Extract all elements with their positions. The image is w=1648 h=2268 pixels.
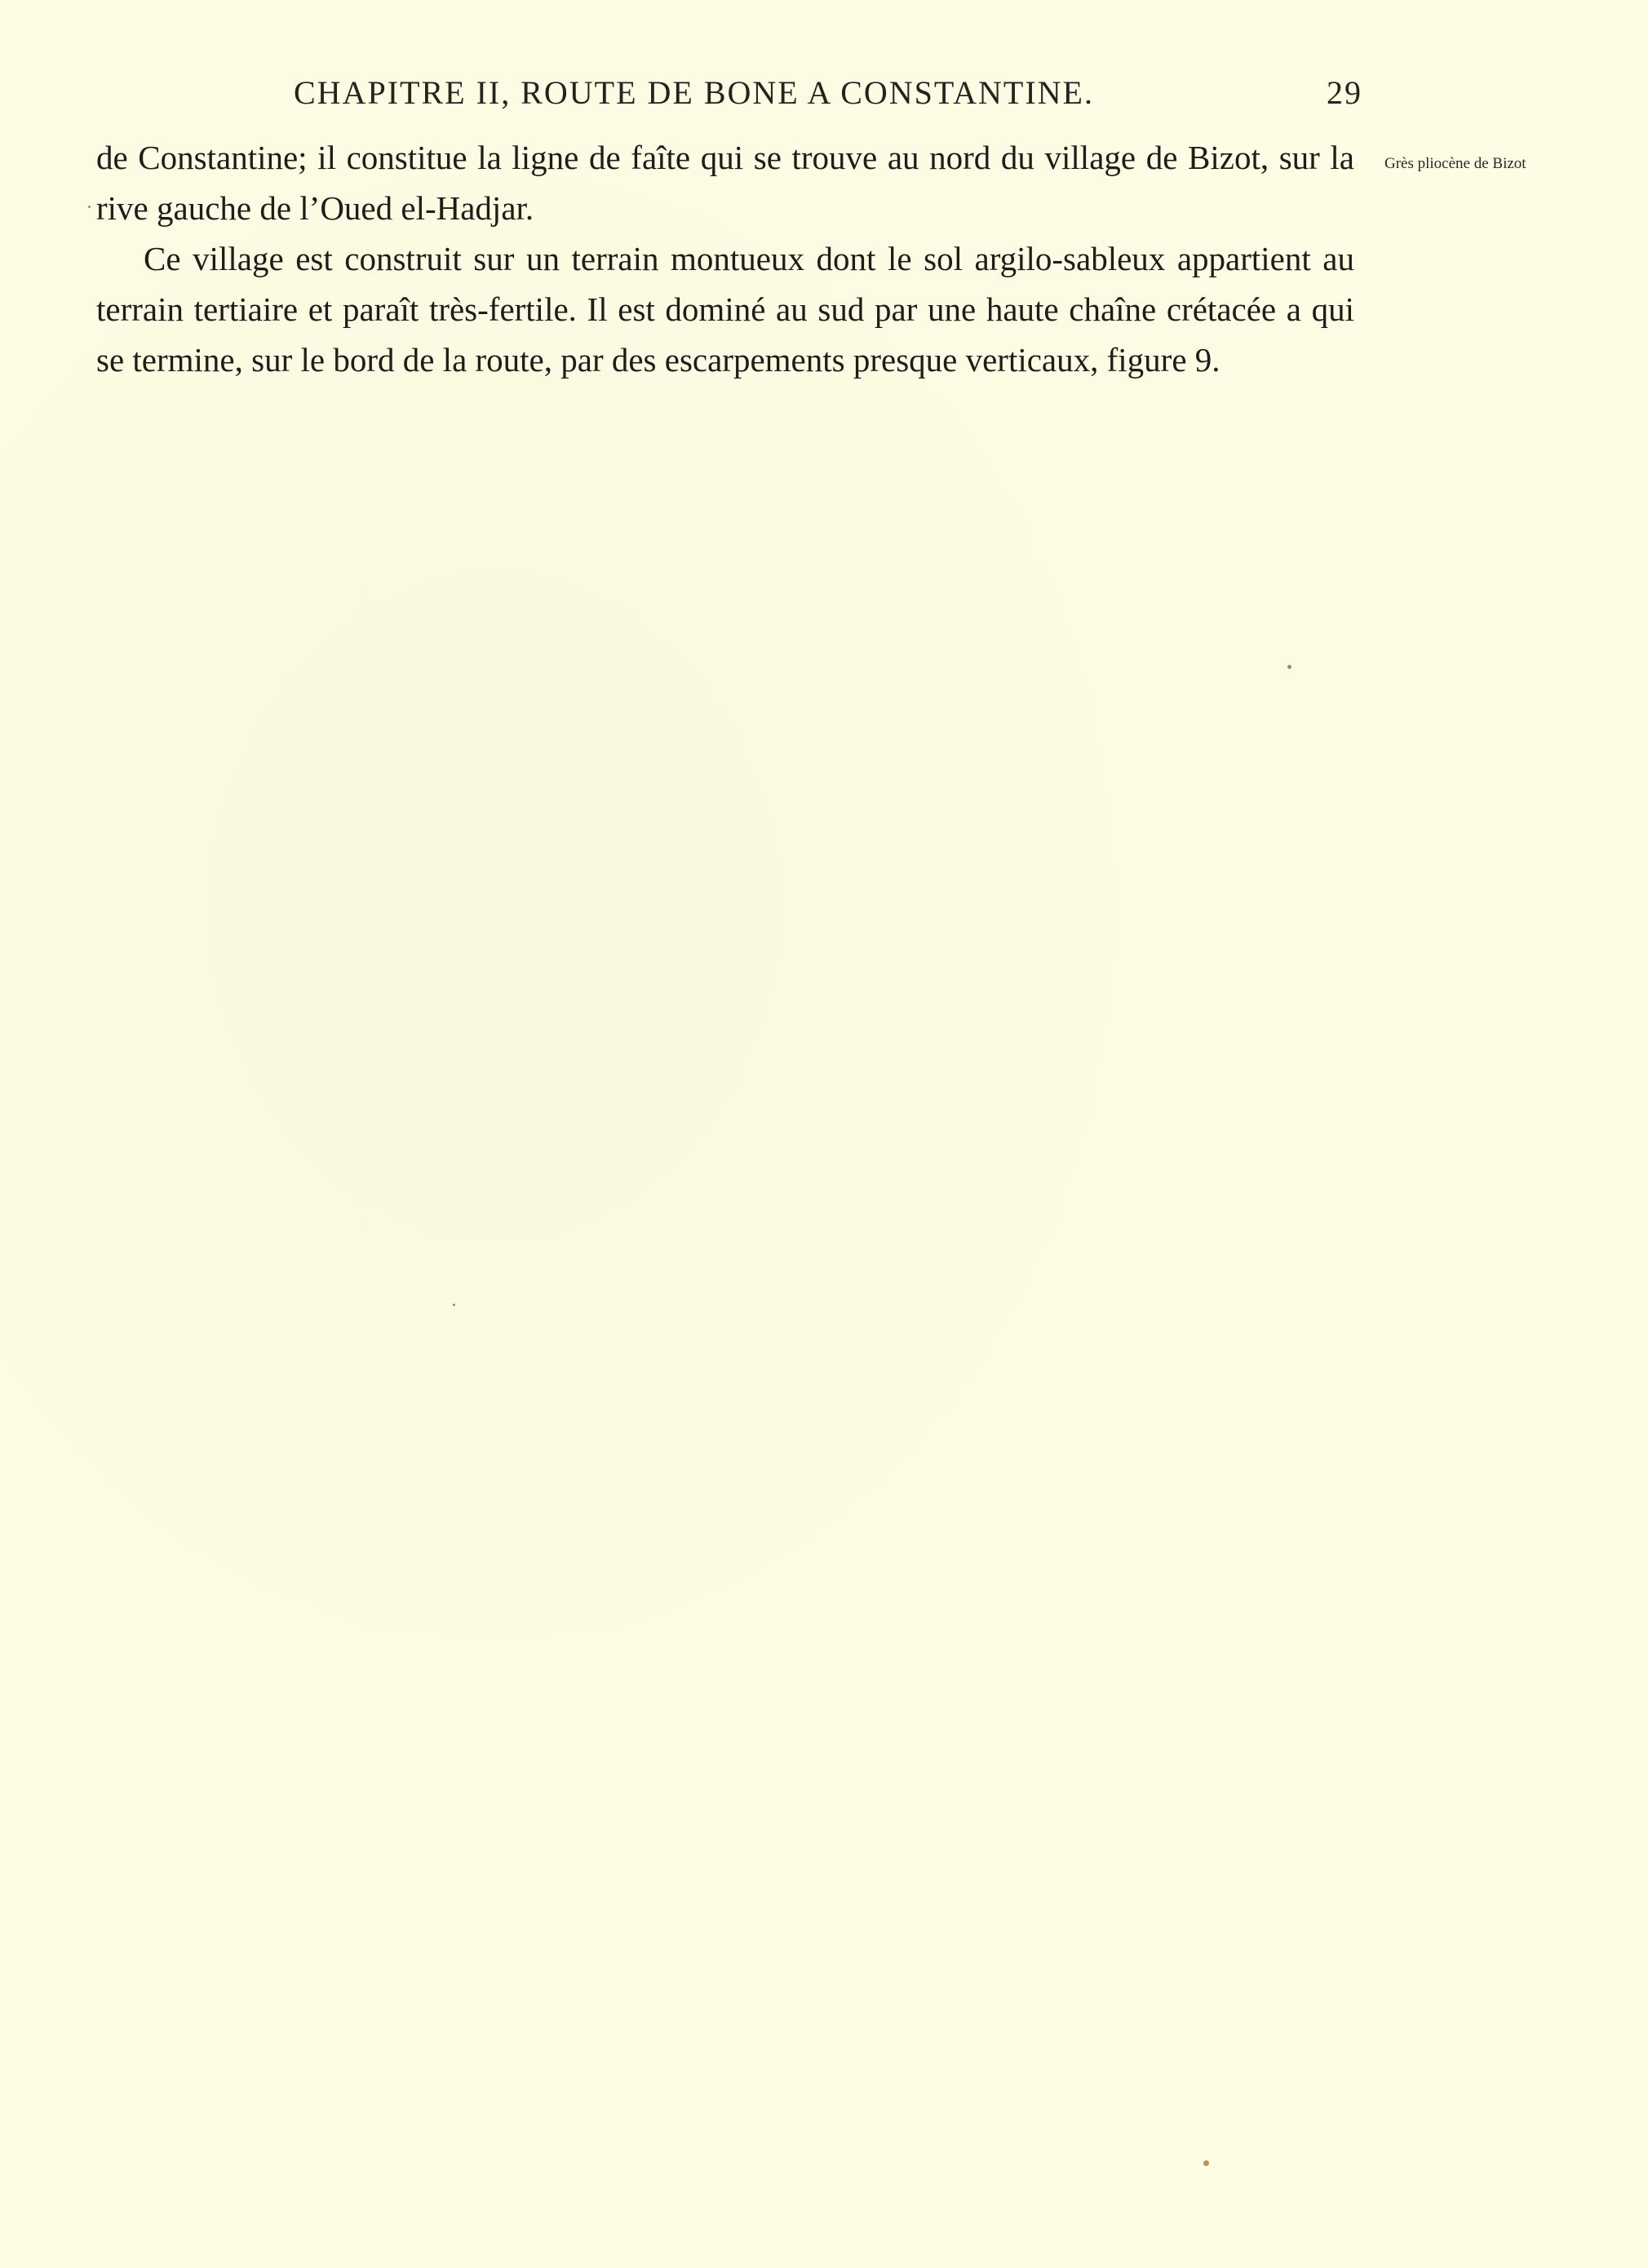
paragraph-continuation: de Constantine; il constitue la ligne de faîte qui se trouve au nord du village de Bizot, sur la rive gauche de l’Oued el-Hadjar. <box>96 139 1354 227</box>
paper-speck <box>1287 665 1291 669</box>
paper-speck <box>88 206 91 208</box>
body-text <box>96 132 1354 385</box>
running-head <box>294 69 1362 117</box>
running-title: CHAPITRE II, ROUTE DE BONE A CONSTANTINE. <box>294 74 1094 111</box>
page-number: 29 <box>1327 74 1362 111</box>
paper-speck <box>453 1304 455 1306</box>
paragraph-village-description: Ce village est construit sur un terrain montueux dont le sol argilo-sableux appartient au terrain tertiaire et paraît très-fertile. Il est dominé au sud par une haute chaîne crétacée a qui se termine, sur le bord de la route, par des escarpements presque verticaux, figure 9. <box>96 240 1354 379</box>
paper-speck <box>1203 2160 1209 2166</box>
margin-note: Grès pliocène de Bizot <box>1384 155 1526 172</box>
